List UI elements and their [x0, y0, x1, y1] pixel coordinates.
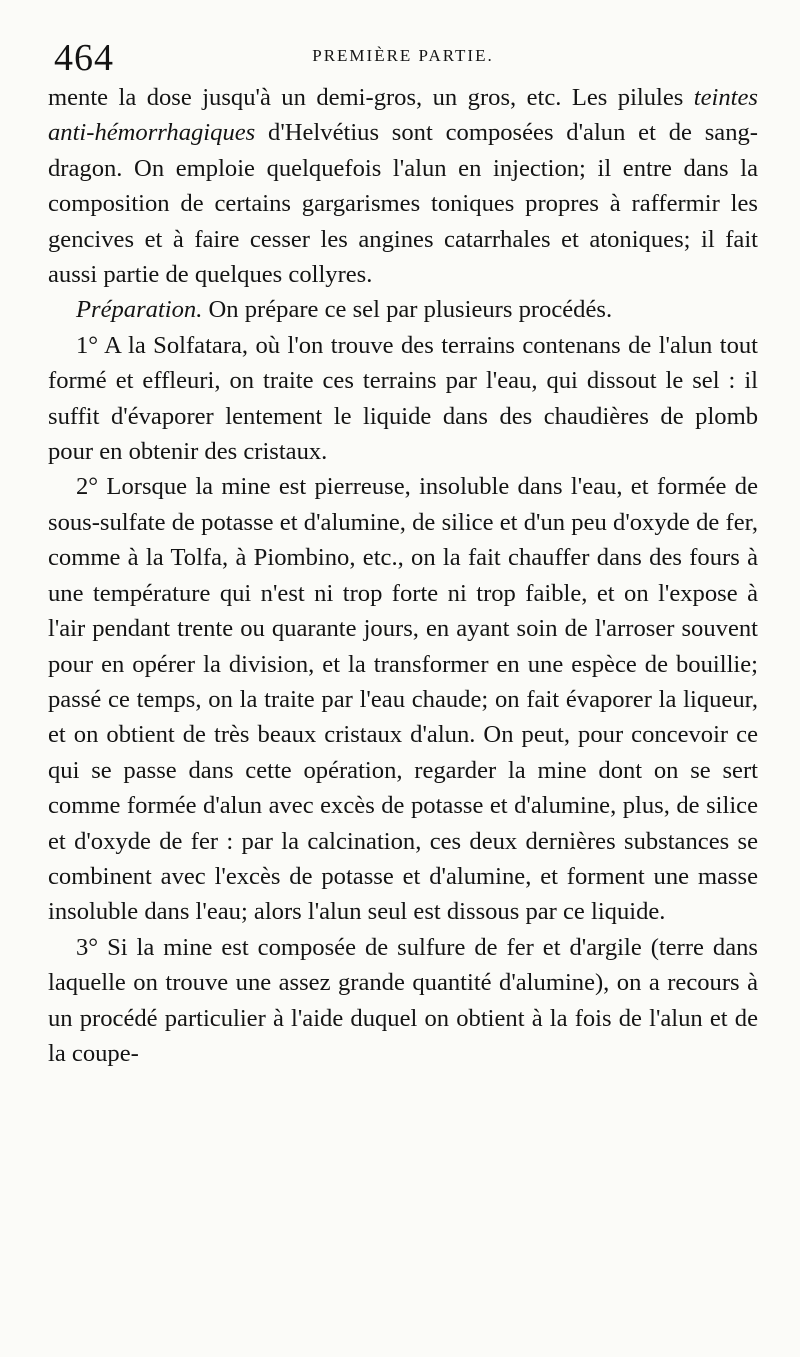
paragraph-1-start: mente la dose jusqu'à un demi-gros, un gros, etc. Les pilules	[48, 84, 694, 111]
page-header	[48, 30, 758, 80]
body-text	[48, 80, 758, 1071]
paragraph-2	[48, 292, 758, 327]
section-label: Préparation.	[76, 296, 203, 324]
paragraph-1	[48, 80, 758, 292]
italic-term: teintes anti-hémorrhagiques	[48, 84, 758, 147]
paragraph-3: 1° A la Solfatara, où l'on trouve des terrains contenans de l'alun tout formé et effleuri, on traite ces terrains par l'eau, qui dissout le sel : il suffit d'évaporer lentement le liquide dans des chaudières de plomb pour en obtenir des cristaux.	[48, 331, 758, 466]
page-number: 464	[54, 37, 114, 79]
paragraph-5: 3° Si la mine est composée de sulfure de fer et d'argile (terre dans laquelle on trouve une assez grande quantité d'alumine), on a recours à un procédé particulier à l'aide duquel on obtient à la fois de l'alun et de la coupe-	[48, 933, 758, 1067]
paragraph-1-end: d'Helvétius sont composées d'alun et de sang-dragon. On emploie quelquefois l'alun en injection; il entre dans la composition de certains gargarismes toniques propres à raffermir les gencives et à faire cesser les angines catarrhales et atoniques; il fait aussi partie de quelques collyres.	[48, 119, 758, 289]
paragraph-2-text: On prépare ce sel par plusieurs procédés.	[202, 296, 613, 324]
running-head: PREMIÈRE PARTIE.	[312, 46, 494, 65]
paragraph-4: 2° Lorsque la mine est pierreuse, insoluble dans l'eau, et formée de sous-sulfate de potasse et d'alumine, de silice et d'un peu d'oxyde de fer, comme à la Tolfa, à Piombino, etc., on la fait chauffer dans des fours à une température qui n'est ni trop forte ni trop faible, et on l'expose à l'air pendant trente ou quarante jours, en ayant soin de l'arroser souvent pour en opérer la division, et la transformer en une espèce de bouillie; passé ce temps, on la traite par l'eau chaude; on fait évaporer la liqueur, et on obtient de très beaux cristaux d'alun. On peut, pour concevoir ce qui se passe dans cette opération, regarder la mine dont on se sert comme formée d'alun avec excès de potasse et d'alumine, plus, de silice et d'oxyde de fer : par la calcination, ces deux dernières substances se combinent avec l'excès de potasse et d'alumine, et forment une masse insoluble dans l'eau; alors l'alun seul est dissous par ce liquide.	[48, 473, 758, 926]
